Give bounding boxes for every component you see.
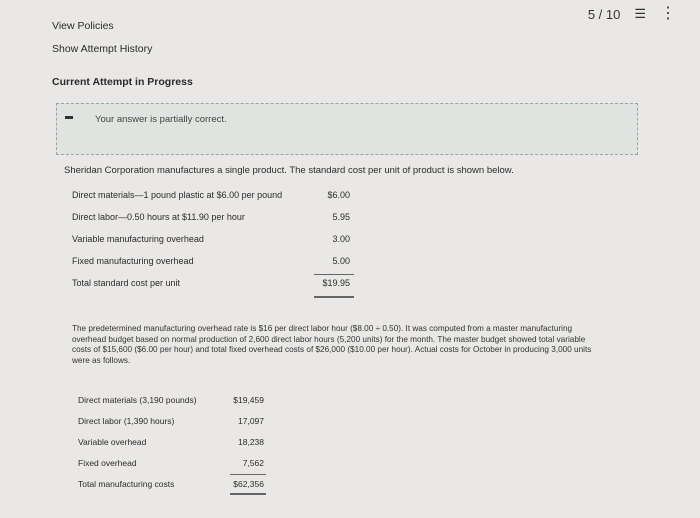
row-value: 17,097	[238, 416, 264, 426]
row-value: $19.95	[322, 278, 350, 288]
row-value: 5.00	[332, 256, 350, 266]
problem-intro: Sheridan Corporation manufactures a single product. The standard cost per unit of product is shown below.	[64, 165, 514, 176]
more-options-icon[interactable]: ⋮	[660, 5, 676, 22]
banner-text: Your answer is partially correct.	[95, 114, 227, 125]
row-value: 3.00	[332, 234, 350, 244]
row-label: Fixed manufacturing overhead	[72, 256, 194, 266]
double-underline	[314, 296, 354, 298]
row-label: Total manufacturing costs	[78, 479, 175, 489]
overhead-explanation: The predetermined manufacturing overhead rate is $16 per direct labor hour ($8.00 ÷ 0.50). It was computed from a master manufacturing overhead budget based on normal production of 2,600 direct labor hours (5,200 units) for the month. The master budget showed total variable costs of $15,600 ($6.00 per hour) and total fixed overhead costs of $26,000 ($10.00 per hour). Actual costs for October in producing 3,000 units were as follows.	[72, 324, 592, 365]
row-value: $62,356	[233, 479, 264, 489]
row-value: $19,459	[233, 395, 264, 405]
question-list-icon[interactable]: ☰	[634, 6, 646, 21]
current-attempt-heading: Current Attempt in Progress	[52, 76, 193, 88]
total-rule	[230, 474, 266, 475]
view-policies-link[interactable]: View Policies	[52, 20, 114, 32]
page-counter: 5 / 10	[587, 6, 621, 22]
row-label: Total standard cost per unit	[72, 278, 181, 288]
double-underline	[230, 493, 266, 495]
row-value: 18,238	[238, 437, 264, 447]
row-label: Direct materials—1 pound plastic at $6.00 per pound	[72, 190, 283, 200]
row-label: Direct materials (3,190 pounds)	[78, 395, 197, 405]
row-label: Variable manufacturing overhead	[72, 234, 204, 244]
row-label: Direct labor (1,390 hours)	[78, 416, 175, 426]
row-value: $6.00	[327, 190, 350, 200]
show-attempt-history-link[interactable]: Show Attempt History	[52, 43, 153, 55]
row-value: 7,562	[242, 458, 264, 468]
row-label: Variable overhead	[78, 437, 147, 447]
partial-correct-banner	[56, 103, 638, 155]
partial-icon	[65, 116, 73, 119]
policy-links	[52, 20, 152, 66]
row-label: Direct labor—0.50 hours at $11.90 per hour	[72, 212, 245, 222]
top-bar	[588, 6, 676, 22]
row-label: Fixed overhead	[78, 458, 137, 468]
row-value: 5.95	[332, 212, 350, 222]
total-rule	[314, 274, 354, 275]
